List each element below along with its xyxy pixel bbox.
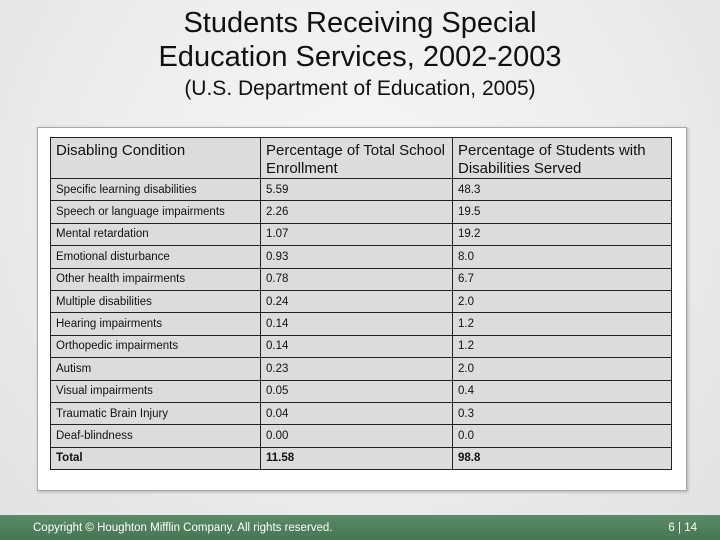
enrollment-cell: 0.14 — [261, 313, 453, 335]
title-line-2: Education Services, 2002-2003 — [158, 41, 562, 73]
condition-cell: Multiple disabilities — [51, 290, 261, 312]
served-cell: 48.3 — [453, 179, 672, 201]
condition-cell: Mental retardation — [51, 223, 261, 245]
table-header-row — [51, 138, 672, 179]
title-line-1: Students Receiving Special — [183, 7, 537, 39]
condition-cell: Visual impairments — [51, 380, 261, 402]
enrollment-cell: 0.05 — [261, 380, 453, 402]
condition-cell: Hearing impairments — [51, 313, 261, 335]
served-cell: 0.3 — [453, 402, 672, 424]
table-total-row — [51, 447, 672, 469]
enrollment-cell: 0.04 — [261, 402, 453, 424]
condition-cell: Deaf-blindness — [51, 425, 261, 447]
table-row — [51, 358, 672, 380]
header-pct-enrollment: Percentage of Total School Enrollment — [261, 138, 453, 179]
footer-bar — [0, 515, 720, 540]
table-row — [51, 425, 672, 447]
total-served-cell: 98.8 — [453, 447, 672, 469]
enrollment-cell: 0.78 — [261, 268, 453, 290]
subtitle: (U.S. Department of Education, 2005) — [184, 77, 536, 100]
condition-cell: Orthopedic impairments — [51, 335, 261, 357]
slide-number: 6 | 14 — [668, 522, 697, 534]
enrollment-cell: 0.00 — [261, 425, 453, 447]
enrollment-cell: 1.07 — [261, 223, 453, 245]
copyright-text: Copyright © Houghton Mifflin Company. All rights reserved. — [33, 522, 333, 534]
condition-cell: Autism — [51, 358, 261, 380]
served-cell: 2.0 — [453, 358, 672, 380]
header-disabling-condition: Disabling Condition — [51, 138, 261, 179]
served-cell: 1.2 — [453, 335, 672, 357]
served-cell: 19.5 — [453, 201, 672, 223]
table-row — [51, 268, 672, 290]
condition-cell: Traumatic Brain Injury — [51, 402, 261, 424]
served-cell: 2.0 — [453, 290, 672, 312]
table-row — [51, 223, 672, 245]
served-cell: 8.0 — [453, 246, 672, 268]
enrollment-cell: 0.23 — [261, 358, 453, 380]
table-row — [51, 380, 672, 402]
condition-cell: Other health impairments — [51, 268, 261, 290]
served-cell: 1.2 — [453, 313, 672, 335]
condition-cell: Specific learning disabilities — [51, 179, 261, 201]
table-row — [51, 313, 672, 335]
table-row — [51, 246, 672, 268]
table-row — [51, 335, 672, 357]
served-cell: 0.4 — [453, 380, 672, 402]
total-enrollment-cell: 11.58 — [261, 447, 453, 469]
served-cell: 6.7 — [453, 268, 672, 290]
total-label-cell: Total — [51, 447, 261, 469]
table-row — [51, 290, 672, 312]
served-cell: 0.0 — [453, 425, 672, 447]
header-pct-served: Percentage of Students with Disabilities Served — [453, 138, 672, 179]
enrollment-cell: 0.93 — [261, 246, 453, 268]
special-education-table — [50, 137, 672, 470]
enrollment-cell: 0.14 — [261, 335, 453, 357]
table-row — [51, 179, 672, 201]
table-row — [51, 402, 672, 424]
enrollment-cell: 2.26 — [261, 201, 453, 223]
slide-title — [0, 6, 720, 102]
condition-cell: Speech or language impairments — [51, 201, 261, 223]
table-row — [51, 201, 672, 223]
enrollment-cell: 5.59 — [261, 179, 453, 201]
enrollment-cell: 0.24 — [261, 290, 453, 312]
condition-cell: Emotional disturbance — [51, 246, 261, 268]
served-cell: 19.2 — [453, 223, 672, 245]
table-frame — [37, 127, 687, 491]
